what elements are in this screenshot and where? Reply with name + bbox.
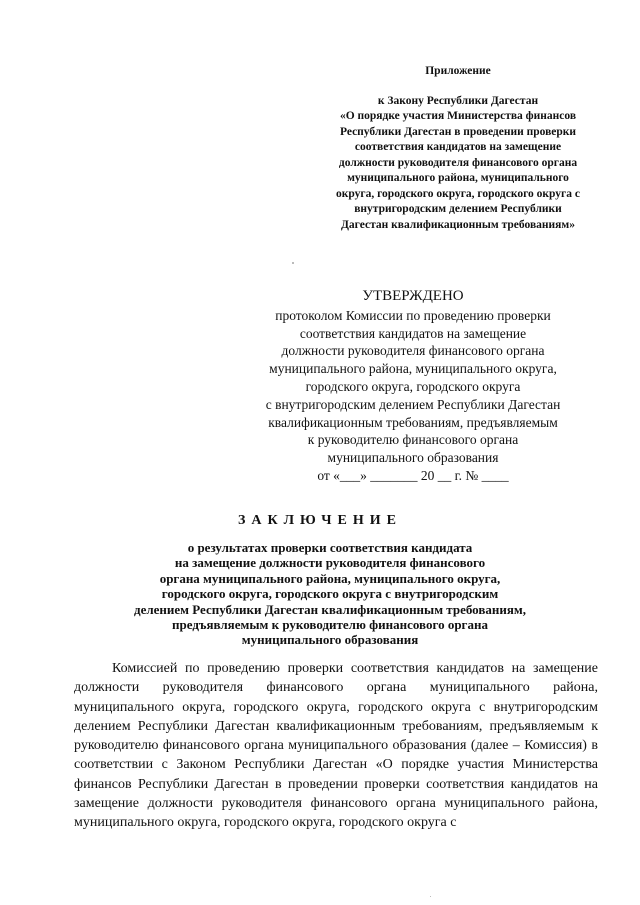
approval-line: квалификационным требованиям, предъявляемым: [268, 414, 558, 430]
appendix-line: Дагестан квалификационным требованиям»: [341, 218, 575, 231]
subject-line: городского округа, городского округа с внутригородским: [161, 586, 499, 602]
appendix-heading: Приложение: [425, 65, 491, 77]
appendix-line: «О порядке участия Министерства финансов: [339, 110, 577, 122]
appendix-block: [300, 64, 616, 233]
approval-line: протоколом Комиссии по проведению проверки: [275, 307, 551, 323]
appendix-line: округа, городского округа, городского округа с: [336, 187, 580, 200]
approval-line: муниципального образования: [327, 450, 499, 466]
approval-line: городского округа, городского округа: [305, 378, 521, 394]
conclusion-body-paragraph: Комиссией по проведению проверки соответствия кандидатов на замещение должности руководителя финансового органа муниципального района, муниципального округа, городского округа, городского округа с внутригородским делением Республики Дагестан квалификационным требованиям, предъявляемым к руководителю финансового органа муниципального образования (далее – Комиссия) в соответствии с Законом Республики Дагестан «О порядке участия Министерства финансов Республики Дагестан в проведении проверки соответствия кандидатов на замещение должности руководителя финансового органа муниципального района, муниципального округа, городского округа, городского округа с: [74, 661, 598, 831]
appendix-line: должности руководителя финансового органа: [338, 156, 578, 169]
appendix-line: к Закону Республики Дагестан: [377, 94, 539, 107]
conclusion-title: ЗАКЛЮЧЕНИЕ: [237, 513, 403, 528]
subject-line: муниципального образования: [241, 632, 419, 648]
approval-date-line: от «___» _______ 20 __ г. № ____: [317, 467, 509, 483]
approval-title: УТВЕРЖДЕНО: [362, 288, 464, 304]
approval-block: [232, 288, 594, 485]
scan-speck: [292, 262, 294, 264]
approval-line: соответствия кандидатов на замещение: [299, 325, 527, 341]
subject-line: о результатах проверки соответствия кандидата: [187, 540, 473, 555]
appendix-line: соответствия кандидатов на замещение: [354, 141, 562, 153]
appendix-line: муниципального района, муниципального: [347, 172, 569, 184]
subject-line: предъявляемым к руководителю финансового органа: [172, 617, 488, 633]
subject-line: делением Республики Дагестан квалификационным требованиям,: [134, 601, 526, 617]
conclusion-subject: [60, 540, 600, 648]
approval-line: муниципального района, муниципального округа,: [269, 361, 557, 377]
approval-line: с внутригородским делением Республики Дагестан: [265, 396, 561, 412]
subject-line: на замещение должности руководителя финансового: [174, 555, 486, 571]
subject-line: органа муниципального района, муниципального округа,: [159, 570, 501, 586]
scan-speck: [430, 896, 431, 897]
appendix-line: внутригородским делением Республики: [354, 203, 562, 215]
approval-line: должности руководителя финансового органа: [281, 343, 545, 359]
approval-line: к руководителю финансового органа: [307, 432, 519, 448]
appendix-line: Республики Дагестан в проведении проверки: [339, 125, 577, 138]
